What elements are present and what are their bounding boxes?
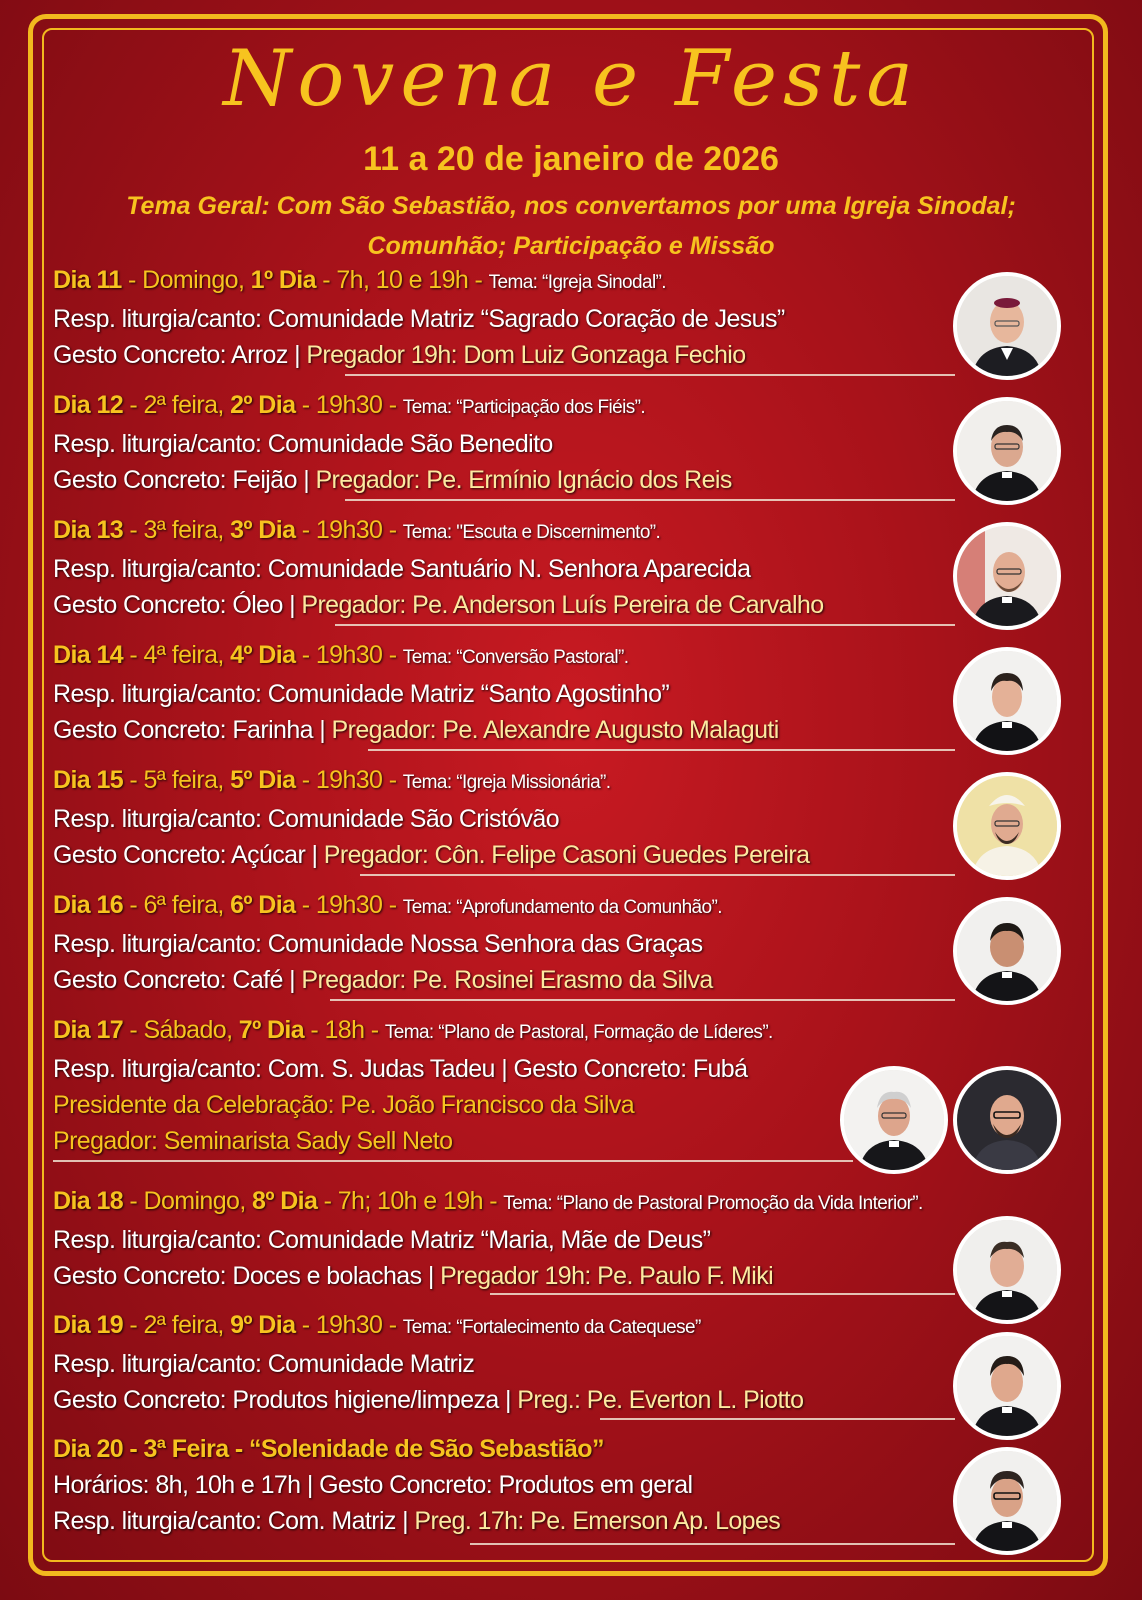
pregador: Pregador: Seminarista Sady Sell Neto — [53, 1127, 453, 1155]
event-dates: 11 a 20 de janeiro de 2026 — [363, 140, 779, 178]
tema-geral — [50, 186, 1092, 266]
mass-times: 19h30 — [315, 391, 383, 419]
gesto-pregador-line — [53, 837, 953, 873]
tema-geral-line-2: Comunhão; Participação e Missão — [367, 232, 775, 260]
separator-line — [345, 499, 955, 501]
priest-portrait-photo — [953, 1332, 1061, 1440]
day-header: Dia 12 - 2ª feira, 2º Dia - 19h30 - Tema: “Participação dos Fiéis”. — [53, 391, 646, 419]
day-block-17 — [53, 1012, 953, 1159]
day-block-13 — [53, 512, 953, 623]
resp-liturgia: Resp. liturgia/canto: Comunidade Nossa Senhora das Graças — [53, 930, 703, 958]
gesto-concreto: Gesto Concreto: Produtos higiene/limpeza | — [53, 1386, 518, 1414]
day-label: Dia 14 — [53, 641, 124, 669]
weekday: 6ª feira, — [143, 891, 231, 919]
resp-pregador-line — [53, 1503, 953, 1539]
weekday: 2ª feira, — [143, 1311, 231, 1339]
novena-day: 5º Dia — [230, 766, 296, 794]
resp-liturgia: Resp. liturgia/canto: Com. Matriz | — [53, 1507, 415, 1535]
day-tema: Tema: “Igreja Missionária”. — [402, 772, 611, 793]
pregador: Preg.: Pe. Everton L. Piotto — [517, 1386, 804, 1414]
mass-times: 19h30 — [315, 641, 383, 669]
day-tema: Tema: “Aprofundamento da Comunhão”. — [402, 897, 722, 918]
mass-times: 19h30 — [315, 891, 383, 919]
priest-portrait-photo — [840, 1066, 948, 1174]
gesto-concreto: Gesto Concreto: Farinha | — [53, 716, 332, 744]
weekday: 3ª feira, — [143, 516, 231, 544]
pregador: Preg. 17h: Pe. Emerson Ap. Lopes — [414, 1507, 781, 1535]
novena-day: 9º Dia — [230, 1311, 296, 1339]
bishop-portrait-photo — [953, 272, 1061, 380]
gesto-pregador-line — [53, 962, 953, 998]
day-tema: Tema: “Plano de Pastoral, Formação de Líderes”. — [384, 1022, 773, 1043]
day-label: Dia 19 — [53, 1311, 124, 1339]
priest-portrait-photo — [953, 397, 1061, 505]
day-header: Dia 11 - Domingo, 1º Dia - 7h, 10 e 19h - Tema: “Igreja Sinodal”. — [53, 266, 666, 294]
horarios-gesto: Horários: 8h, 10h e 17h | Gesto Concreto: Produtos em geral — [53, 1471, 693, 1499]
day-label: Dia 16 — [53, 891, 124, 919]
weekday: 4ª feira, — [143, 641, 231, 669]
day-header: Dia 15 - 5ª feira, 5º Dia - 19h30 - Tema: “Igreja Missionária”. — [53, 766, 611, 794]
priest-portrait-photo — [953, 897, 1061, 1005]
separator-line — [335, 624, 955, 626]
gesto-pregador-line — [53, 462, 953, 498]
priest-portrait-photo — [953, 647, 1061, 755]
novena-day: 1º Dia — [250, 266, 316, 294]
seminarian-portrait-photo — [953, 1066, 1061, 1174]
day-block-20 — [53, 1431, 953, 1539]
resp-liturgia: Resp. liturgia/canto: Comunidade Matriz “Sagrado Coração de Jesus” — [53, 305, 785, 333]
gesto-pregador-line — [53, 1258, 953, 1294]
resp-liturgia: Resp. liturgia/canto: Comunidade Matriz “Santo Agostinho” — [53, 680, 670, 708]
pregador: Pregador: Pe. Rosinei Erasmo da Silva — [301, 966, 713, 994]
day-header: Dia 17 - Sábado, 7º Dia - 18h - Tema: “Plano de Pastoral, Formação de Líderes”. — [53, 1016, 773, 1044]
separator-line — [360, 874, 955, 876]
separator-line — [368, 749, 955, 751]
presidente-celebracao: Presidente da Celebração: Pe. João Francisco da Silva — [53, 1091, 635, 1119]
day-label: Dia 11 — [53, 266, 122, 294]
resp-liturgia: Resp. liturgia/canto: Comunidade Santuário N. Senhora Aparecida — [53, 555, 751, 583]
resp-liturgia: Resp. liturgia/canto: Comunidade Matriz “Maria, Mãe de Deus” — [53, 1226, 711, 1254]
priest-portrait-photo — [953, 522, 1061, 630]
mass-times: 19h30 — [315, 766, 383, 794]
separator-line — [330, 999, 955, 1001]
day-label: Dia 12 — [53, 391, 124, 419]
day-header — [53, 1431, 953, 1467]
separator-line — [490, 1293, 955, 1295]
day-header: Dia 14 - 4ª feira, 4º Dia - 19h30 - Tema: “Conversão Pastoral”. — [53, 641, 629, 669]
day-tema: Tema: "Escuta e Discernimento”. — [402, 522, 661, 543]
novena-day: 2º Dia — [230, 391, 296, 419]
day-tema: Tema: “Igreja Sinodal”. — [488, 272, 666, 293]
day-header: Dia 13 - 3ª feira, 3º Dia - 19h30 - Tema: "Escuta e Discernimento”. — [53, 516, 661, 544]
gesto-concreto: Gesto Concreto: Açúcar | — [53, 841, 324, 869]
day-tema: Tema: “Fortalecimento da Catequese” — [402, 1317, 701, 1338]
weekday: Domingo, — [142, 266, 251, 294]
weekday: 2ª feira, — [143, 391, 231, 419]
day-tema: Tema: “Conversão Pastoral”. — [402, 647, 629, 668]
day-block-11 — [53, 262, 953, 373]
day-block-18 — [53, 1183, 953, 1294]
day-block-12 — [53, 387, 953, 498]
resp-liturgia: Resp. liturgia/canto: Comunidade São Benedito — [53, 430, 553, 458]
gesto-pregador-line — [53, 337, 953, 373]
day-block-19 — [53, 1307, 953, 1418]
resp-liturgia: Resp. liturgia/canto: Comunidade São Cristóvão — [53, 805, 560, 833]
novena-day: 4º Dia — [230, 641, 296, 669]
gesto-concreto: Gesto Concreto: Doces e bolachas | — [53, 1262, 441, 1290]
novena-day: 8º Dia — [252, 1187, 318, 1215]
pregador: Pregador 19h: Dom Luiz Gonzaga Fechio — [306, 341, 746, 369]
day-block-14 — [53, 637, 953, 748]
day-tema: Tema: “Participação dos Fiéis”. — [402, 397, 646, 418]
separator-line — [470, 1543, 955, 1545]
novena-day: 6º Dia — [230, 891, 296, 919]
gesto-concreto: Gesto Concreto: Café | — [53, 966, 302, 994]
day-label: Dia 17 — [53, 1016, 124, 1044]
gesto-pregador-line — [53, 587, 953, 623]
mass-times: 19h30 — [315, 516, 383, 544]
separator-line — [345, 374, 955, 376]
mass-times: 19h30 — [315, 1311, 383, 1339]
gesto-concreto: Gesto Concreto: Feijão | — [53, 466, 316, 494]
day-label: Dia 13 — [53, 516, 124, 544]
gesto-pregador-line — [53, 1382, 953, 1418]
poster-title: Novena e Festa — [223, 34, 919, 124]
gesto-pregador-line — [53, 712, 953, 748]
pregador: Pregador: Pe. Ermínio Ignácio dos Reis — [315, 466, 732, 494]
pregador: Pregador: Côn. Felipe Casoni Guedes Pereira — [323, 841, 810, 869]
mass-times: 18h — [324, 1016, 365, 1044]
weekday: Sábado, — [143, 1016, 239, 1044]
gesto-concreto: Gesto Concreto: Arroz | — [53, 341, 307, 369]
mass-times: 7h, 10 e 19h — [336, 266, 469, 294]
day-block-15 — [53, 762, 953, 873]
resp-liturgia: Resp. liturgia/canto: Com. S. Judas Tadeu | Gesto Concreto: Fubá — [53, 1055, 748, 1083]
gesto-concreto: Gesto Concreto: Óleo | — [53, 591, 302, 619]
separator-line — [600, 1418, 955, 1420]
pregador: Pregador: Pe. Alexandre Augusto Malaguti — [331, 716, 779, 744]
novena-day: 3º Dia — [230, 516, 296, 544]
novena-day: 7º Dia — [238, 1016, 305, 1044]
mass-times: 7h; 10h e 19h — [337, 1187, 483, 1215]
separator-line — [53, 1160, 853, 1162]
resp-liturgia: Resp. liturgia/canto: Comunidade Matriz — [53, 1350, 475, 1378]
day-label: Dia 18 — [53, 1187, 124, 1215]
day-block-16 — [53, 887, 953, 998]
canon-portrait-photo — [953, 772, 1061, 880]
weekday: Domingo, — [143, 1187, 253, 1215]
pregador: Pregador 19h: Pe. Paulo F. Miki — [440, 1262, 774, 1290]
solenidade-title: Dia 20 - 3ª Feira - “Solenidade de São Sebastião” — [53, 1435, 604, 1463]
day-header: Dia 18 - Domingo, 8º Dia - 7h; 10h e 19h - Tema: “Plano de Pastoral Promoção da Vida Interior”. — [53, 1187, 923, 1215]
priest-portrait-photo — [953, 1447, 1061, 1555]
day-label: Dia 15 — [53, 766, 124, 794]
priest-portrait-photo — [953, 1216, 1061, 1324]
day-tema: Tema: “Plano de Pastoral Promoção da Vida Interior”. — [503, 1193, 923, 1214]
pregador: Pregador: Pe. Anderson Luís Pereira de Carvalho — [301, 591, 824, 619]
day-header: Dia 19 - 2ª feira, 9º Dia - 19h30 - Tema: “Fortalecimento da Catequese” — [53, 1311, 701, 1339]
tema-geral-line-1: Tema Geral: Com São Sebastião, nos convertamos por uma Igreja Sinodal; — [126, 192, 1016, 220]
day-header: Dia 16 - 6ª feira, 6º Dia - 19h30 - Tema: “Aprofundamento da Comunhão”. — [53, 891, 722, 919]
weekday: 5ª feira, — [143, 766, 231, 794]
